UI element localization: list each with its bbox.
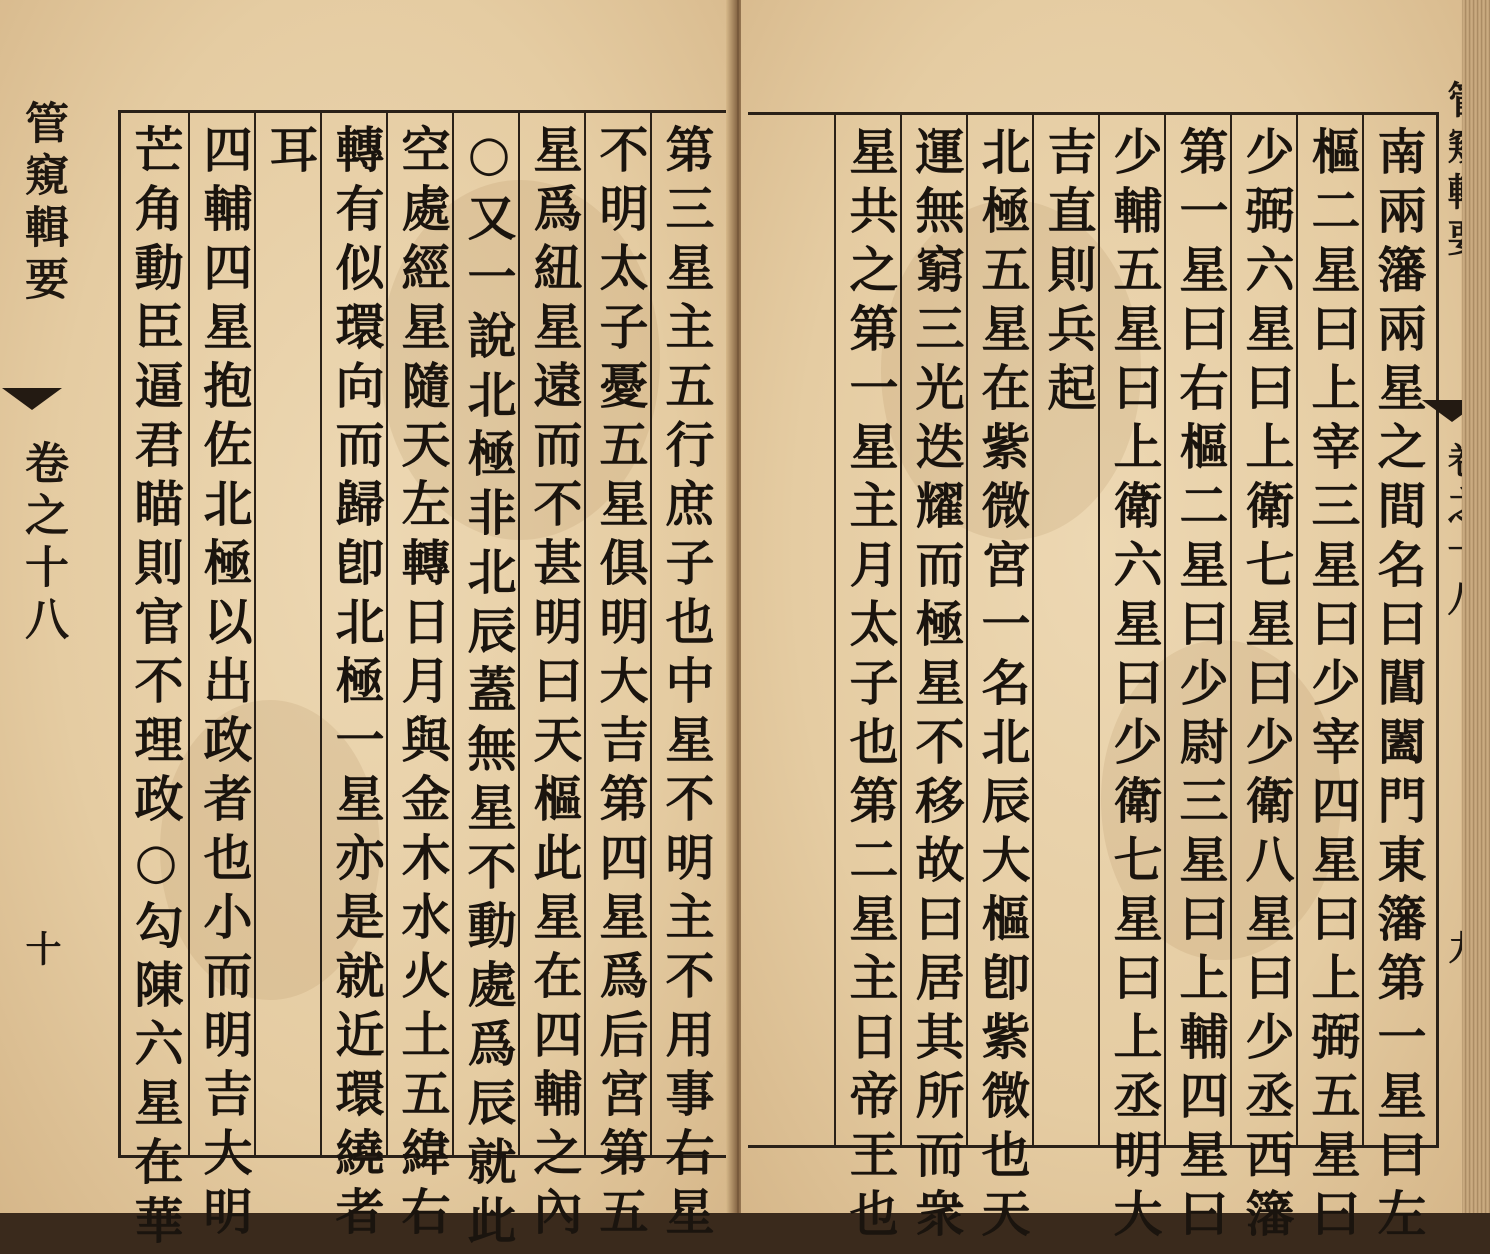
text-column: 第一星曰右樞二星曰少尉三星曰上輔四星曰 — [1172, 126, 1230, 1247]
left-page — [0, 0, 735, 1254]
text-column: 吉直則兵起 — [1040, 126, 1098, 421]
text-column: 北極五星在紫微宮一名北辰大樞卽紫微也天 — [974, 126, 1032, 1247]
text-column: 耳 — [262, 124, 320, 183]
stacked-page-edges — [1462, 0, 1490, 1213]
text-column: 樞二星曰上宰三星曰少宰四星曰上弼五星曰 — [1304, 126, 1362, 1247]
text-column: 少弼六星曰上衛七星曰少衛八星曰少丞西籓 — [1238, 126, 1296, 1247]
text-column: 少輔五星曰上衛六星曰少衛七星曰上丞明大 — [1106, 126, 1164, 1247]
text-column: 空處經星隨天左轉日月與金木水火土五緯右 — [394, 124, 452, 1245]
margin-folio: 十 — [20, 930, 62, 974]
margin-title: 管窺輯要 — [17, 100, 68, 308]
margin-volume: 卷之十八 — [17, 440, 68, 648]
text-column: 運無窮三光迭耀而極星不移故曰居其所而衆 — [908, 126, 966, 1247]
text-column: ○又一說北極非北辰蓋無星不動處爲辰就此 — [460, 124, 518, 1254]
text-column: 南兩籓兩星之間名曰閶闔門東籓第一星曰左 — [1370, 126, 1428, 1247]
text-column: 轉有似環向而歸卽北極一星亦是就近環繞者 — [328, 124, 386, 1245]
text-column: 不明太子憂五星俱明大吉第四星爲后宮第五 — [592, 124, 650, 1245]
text-column: 四輔四星抱佐北極以出政者也小而明吉大明 — [196, 124, 254, 1245]
text-column: 星爲紐星遠而不甚明曰天樞此星在四輔之內 — [526, 124, 584, 1245]
column-rule — [834, 115, 836, 1145]
column-rule — [320, 113, 322, 1155]
text-column: 第三星主五行庶子也中星不明主不用事右星 — [658, 124, 716, 1245]
text-column: 芒角動臣逼君瞄則官不理政○勾陳六星在華 — [127, 124, 185, 1254]
column-rule — [188, 113, 190, 1155]
fishtail-mark — [2, 388, 62, 410]
text-column: 星共之第一星主月太子也第二星主日帝王也 — [842, 126, 900, 1247]
